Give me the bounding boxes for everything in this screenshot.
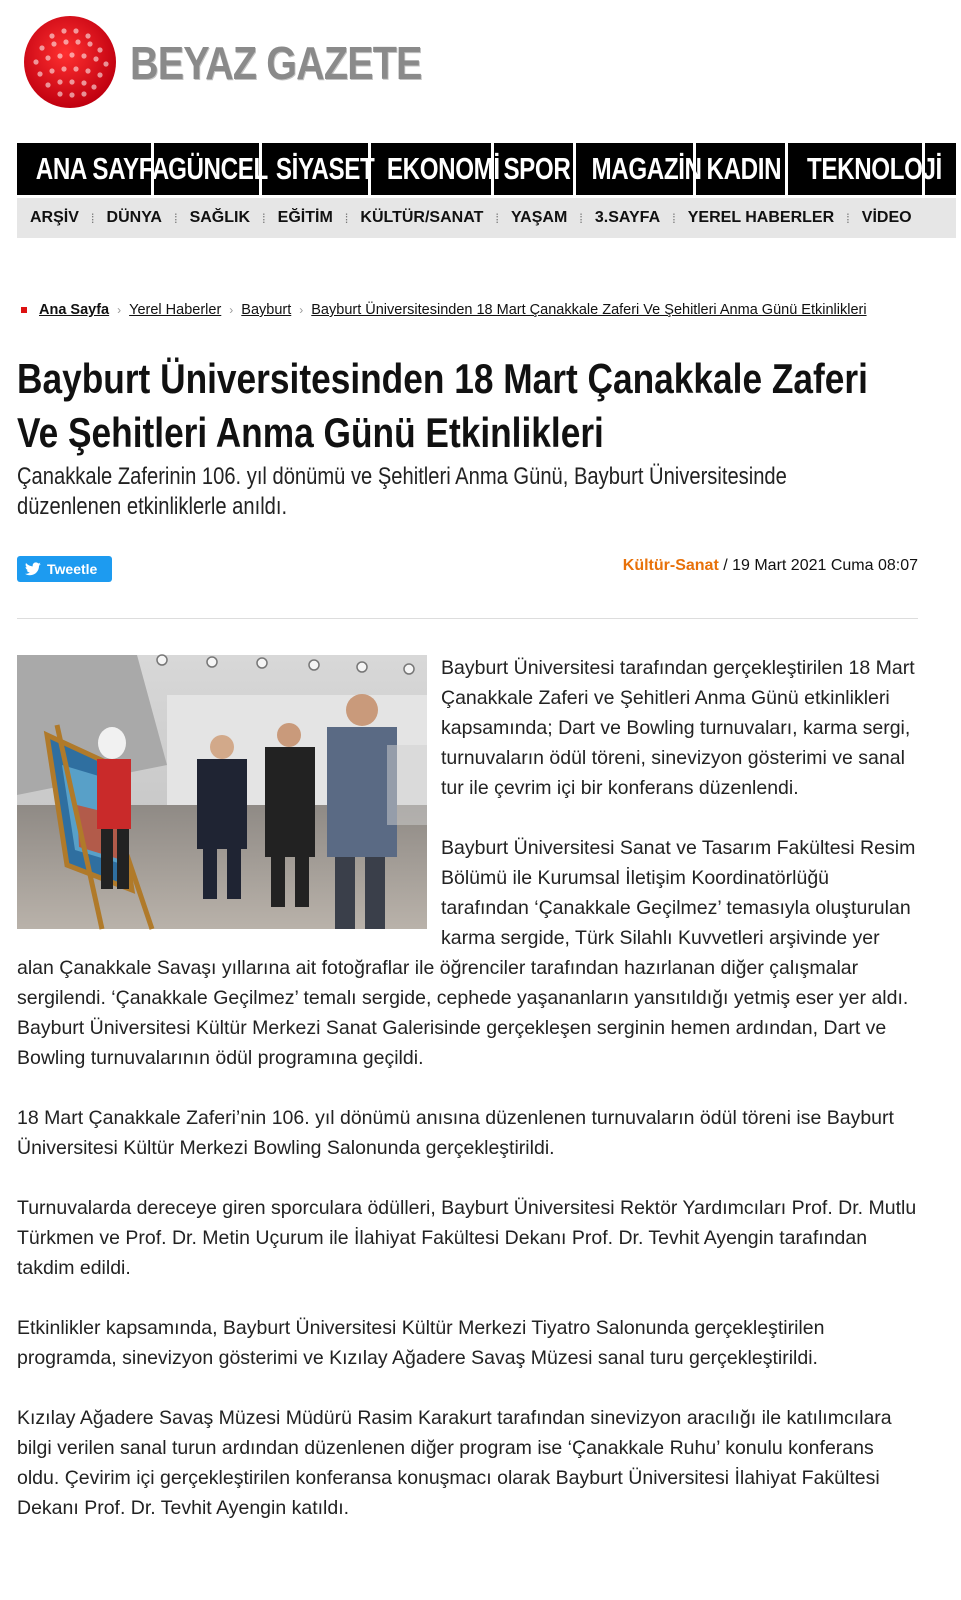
subnav-item-yasam[interactable]: YAŞAM bbox=[510, 209, 568, 226]
subnav-separator: ⁞ bbox=[846, 210, 850, 226]
breadcrumb-link-current[interactable]: Bayburt Üniversitesinden 18 Mart Çanakkale Zaferi Ve Şehitleri Anma Günü Etkinlikleri bbox=[311, 302, 867, 318]
nav-item-siyaset[interactable]: SİYASET bbox=[262, 143, 371, 195]
breadcrumb-bullet-icon bbox=[21, 307, 27, 313]
breadcrumb bbox=[17, 301, 867, 319]
article-meta bbox=[623, 557, 918, 575]
subnav-separator: ⁞ bbox=[579, 210, 583, 226]
breadcrumb-chevron-icon: › bbox=[229, 303, 234, 317]
sub-navigation bbox=[17, 198, 956, 238]
subnav-separator: ⁞ bbox=[344, 210, 349, 226]
site-header bbox=[0, 0, 956, 140]
article-paragraph: Kızılay Ağadere Savaş Müzesi Müdürü Rasim Karakurt tarafından sinevizyon aracılığı ile katılımcılara bilgi verilen sanal turun ardından düzenlenen diğer program ise ‘Çanakkale Ruhu’ konulu konferans oldu. Çevirim içi gerçekleştirilen konferansa konuşmacı olarak Bayburt Üniversitesi İlahiyat Fakültesi Dekanı Prof. Dr. Tevhit Ayengin katıldı. bbox=[17, 1407, 892, 1519]
subnav-item-saglik[interactable]: SAĞLIK bbox=[189, 209, 251, 226]
nav-item-magazin[interactable]: MAGAZİN bbox=[576, 143, 696, 195]
subnav-separator: ⁞ bbox=[495, 210, 499, 226]
subnav-item-video[interactable]: VİDEO bbox=[861, 209, 912, 226]
breadcrumb-link-home[interactable]: Ana Sayfa bbox=[39, 302, 110, 318]
globe-icon[interactable] bbox=[22, 14, 118, 110]
article-subtitle: Çanakkale Zaferinin 106. yıl dönümü ve Şehitleri Anma Günü, Bayburt Üniversitesinde düzenlenen etkinliklerle anıldı. bbox=[17, 463, 787, 520]
site-logo-text[interactable]: BEYAZ GAZETE bbox=[130, 37, 422, 89]
tweet-button[interactable] bbox=[17, 556, 112, 582]
divider bbox=[17, 618, 918, 619]
nav-item-ekonomi[interactable]: EKONOMİ bbox=[371, 143, 494, 195]
main-navigation bbox=[17, 143, 956, 195]
breadcrumb-chevron-icon: › bbox=[299, 303, 304, 317]
nav-item-guncel[interactable]: GÜNCEL bbox=[154, 143, 262, 195]
article-paragraph: Bayburt Üniversitesi Sanat ve Tasarım Fakültesi Resim Bölümü ile Kurumsal İletişim Koordinatörlüğü tarafından ‘Çanakkale Geçilmez’ temasıyla oluşturulan karma sergide, Türk Silahlı Kuvvetleri arşivinde yer alan Çanakkale Savaşı yıllarına ait fotoğraflar ile öğrenciler tarafından hazırlanan diğer çalışmalar sergilendi. ‘Çanakkale Geçilmez’ temalı sergide, cephede yaşananların yansıtıldığı yetmiş eser yer aldı. Bayburt Üniversitesi Kültür Merkezi Sanat Galerisinde gerçekleşen serginin hemen ardından, Dart ve Bowling turnuvalarının ödül programına geçildi. bbox=[17, 837, 916, 1069]
subnav-item-kultur-sanat[interactable]: KÜLTÜR/SANAT bbox=[360, 209, 484, 226]
nav-item-spor[interactable]: SPOR bbox=[494, 143, 576, 195]
article-paragraph: Bayburt Üniversitesi tarafından gerçekleştirilen 18 Mart Çanakkale Zaferi ve Şehitleri Anma Günü etkinlikleri kapsamında; Dart ve Bowling turnuvaları, karma sergi, turnuvaların ödül töreni, sinevizyon gösterimi ve sanal tur ile çevrim içi bir konferans düzenlendi. bbox=[441, 657, 915, 799]
subnav-separator: ⁞ bbox=[672, 210, 676, 226]
subnav-item-dunya[interactable]: DÜNYA bbox=[106, 209, 162, 226]
twitter-bird-icon bbox=[25, 562, 41, 576]
breadcrumb-link-yerel-haberler[interactable]: Yerel Haberler bbox=[129, 302, 222, 318]
nav-item-kadin[interactable]: KADIN bbox=[696, 143, 788, 195]
subnav-item-3-sayfa[interactable]: 3.SAYFA bbox=[594, 209, 661, 226]
breadcrumb-chevron-icon: › bbox=[117, 303, 122, 317]
nav-item-ana-sayfa[interactable]: ANA SAYFA bbox=[17, 143, 154, 195]
subnav-separator: ⁞ bbox=[90, 210, 95, 226]
subnav-item-egitim[interactable]: EĞİTİM bbox=[277, 209, 333, 226]
article-category-link[interactable]: Kültür-Sanat bbox=[622, 557, 719, 574]
article-paragraph: Etkinlikler kapsamında, Bayburt Üniversitesi Kültür Merkezi Tiyatro Salonunda gerçekleştirilen programda, sinevizyon gösterimi ve Kızılay Ağadere Savaş Müzesi sanal turu gerçekleştirildi. bbox=[17, 1317, 825, 1369]
breadcrumb-link-bayburt[interactable]: Bayburt bbox=[241, 302, 292, 318]
subnav-item-yerel-haberler[interactable]: YEREL HABERLER bbox=[687, 209, 835, 226]
article-paragraph: Turnuvalarda dereceye giren sporculara ödülleri, Bayburt Üniversitesi Rektör Yardımcıları Prof. Dr. Mutlu Türkmen ve Prof. Dr. Metin Uçurum ile İlahiyat Fakültesi Dekanı Prof. Dr. Tevhit Ayengin tarafından takdim edildi. bbox=[17, 1197, 917, 1279]
article-title: Bayburt Üniversitesinden 18 Mart Çanakkale Zaferi Ve Şehitleri Anma Günü Etkinlikleri bbox=[17, 355, 868, 456]
article-paragraph: 18 Mart Çanakkale Zaferi’nin 106. yıl dönümü anısına düzenlenen turnuvaların ödül töreni ise Bayburt Üniversitesi Kültür Merkezi Bowling Salonunda gerçekleştirildi. bbox=[17, 1107, 894, 1159]
article-date: / 19 Mart 2021 Cuma 08:07 bbox=[723, 557, 918, 574]
article-body bbox=[17, 653, 918, 1553]
subnav-separator: ⁞ bbox=[173, 210, 178, 226]
subnav-separator: ⁞ bbox=[262, 210, 266, 226]
nav-item-teknoloji[interactable]: TEKNOLOJİ bbox=[788, 143, 925, 195]
tweet-button-label: Tweetle bbox=[47, 561, 98, 577]
article-photo bbox=[17, 655, 427, 929]
subnav-item-arsiv[interactable]: ARŞİV bbox=[30, 209, 79, 226]
